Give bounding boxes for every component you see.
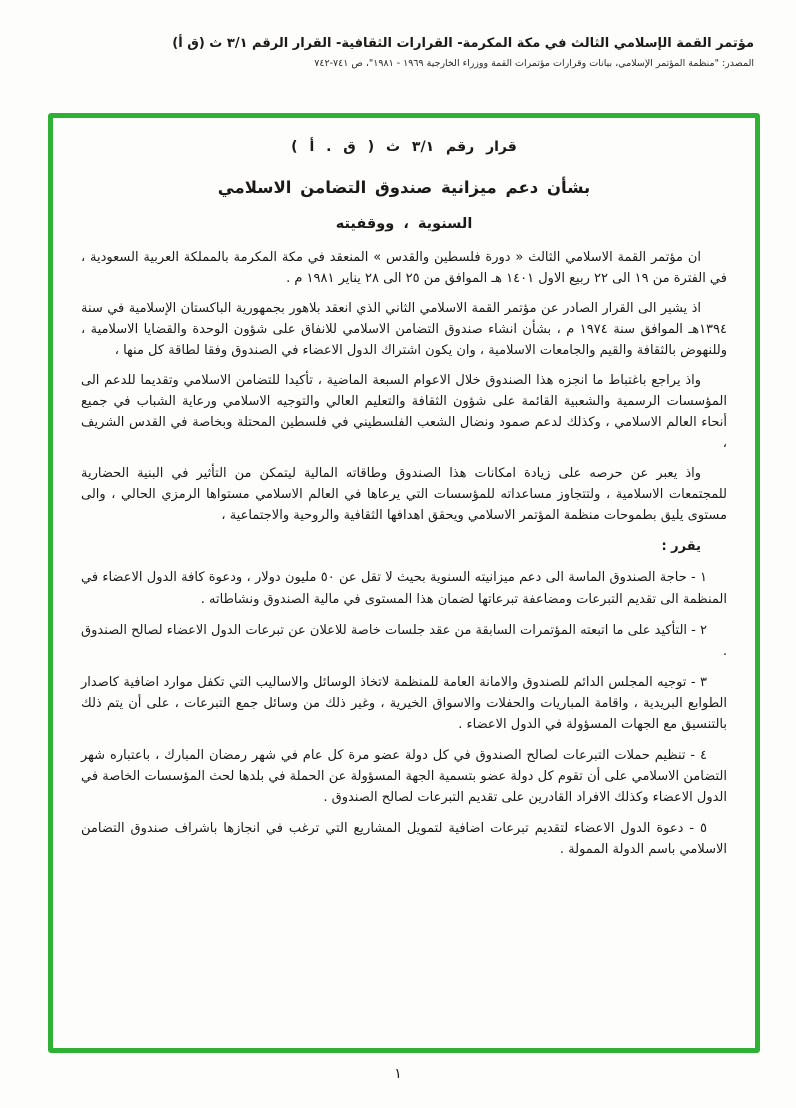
preamble-paragraph-4: واذ يعبر عن حرصه على زيادة امكانات هذا الصندوق وطاقاته المالية ليتمكن من التأثير في البنية الحضارية للمجتمعات الاسلامية ، ولتتجاوز مساعداته للمؤسسات التي يرعاها في العالم الاسلامي مستواها الرمزي الحالي ، والى مستوى يليق بطموحات منظمة المؤتمر الاسلامي ويحقق اهدافها الثقافية والروحية والاجتماعية ، — [81, 466, 727, 524]
document-header — [0, 0, 796, 69]
resolution-subject: بشأن دعم ميزانية صندوق التضامن الاسلامي — [217, 177, 591, 197]
resolution-item-4: ٤ - تنظيم حملات التبرعات لصالح الصندوق في كل دولة عضو مرة كل عام في شهر رمضان المبارك ، باعتباره شهر التضامن الاسلامي على أن تقوم كل دولة عضو بتسمية الجهة المسؤولة عن الحملة في بلدها لحث المؤسسات الخاصة في الدول الاعضاء وكذلك الافراد القادرين على تقديم التبرعات لصالح الصندوق . — [81, 747, 727, 805]
resolution-item-3: ٣ - توجيه المجلس الدائم للصندوق والامانة العامة للمنظمة لاتخاذ الوسائل والاساليب التي تكفل موارد اضافية كاصدار الطوابع البريدية ، واقامة المباريات والحفلات والاسواق الخيرية ، وغير ذلك من وسائل جمع التبرعات ، على أن يتم ذلك بالتنسيق مع الجهات المسؤولة في الدول الاعضاء . — [81, 674, 727, 732]
page-number: ١ — [394, 1066, 402, 1082]
resolution-number-title: قرار رقم ٣/١ ث ( ق . أ ) — [291, 139, 517, 155]
resolution-item-1: ١ - حاجة الصندوق الماسة الى دعم ميزانيته السنوية بحيث لا تقل عن ٥٠ مليون دولار ، ودعوة كافة الدول الاعضاء في المنظمة الى تقديم التبرعات ومضاعفة تبرعاتها لضمان هذا المستوى في مالية الصندوق ونشاطاته . — [81, 570, 727, 607]
resolution-item-5: ٥ - دعوة الدول الاعضاء لتقديم تبرعات اضافية لتمويل المشاريع التي ترغب في انجازها باشراف صندوق التضامن الاسلامي باسم الدولة الممولة . — [81, 820, 727, 857]
resolution-subject-secondary: السنوية ، ووقفيته — [335, 216, 473, 233]
document-green-frame — [48, 113, 760, 1053]
resolution-body — [53, 118, 755, 870]
header-source-line: المصدر: "منظمة المؤتمر الإسلامي، بيانات وقرارات مؤتمرات القمة ووزراء الخارجية ١٩٦٩ - ١٩٨١"، ص ٧٤١-٧٤٢ — [314, 58, 754, 69]
resolution-item-2: ٢ - التأكيد على ما اتبعته المؤتمرات السابقة من عقد جلسات خاصة للاعلان عن تبرعات الدول الاعضاء لصالح الصندوق . — [81, 622, 727, 659]
header-title-line: مؤتمر القمة الإسلامي الثالث في مكة المكرمة- القرارات الثقافية- القرار الرقم ٣/١ ث (ق أ) — [172, 36, 754, 51]
preamble-paragraph-1: ان مؤتمر القمة الاسلامي الثالث « دورة فلسطين والقدس » المنعقد في مكة المكرمة بالمملكة العربية السعودية ، في الفترة من ١٩ الى ٢٢ ربيع الاول ١٤٠١ هـ الموافق من ٢٥ الى ٢٨ يناير ١٩٨١ م . — [81, 249, 727, 286]
preamble-paragraph-2: اذ يشير الى القرار الصادر عن مؤتمر القمة الاسلامي الثاني الذي انعقد بلاهور بجمهورية الباكستان الإسلامية في سنة ١٣٩٤هـ الموافق سنة ١٩٧٤ م ، بشأن انشاء صندوق التضامن الاسلامي للانفاق على شؤون الوحدة والقضايا الاسلامية ، وللنهوض بالثقافة والقيم والجامعات الاسلامية ، وان يكون اشتراك الدول الاعضاء في الصندوق وفقا لطاقة كل منها ، — [81, 300, 727, 359]
preamble-paragraph-3: واذ يراجع باغتباط ما انجزه هذا الصندوق خلال الاعوام السبعة الماضية ، تأكيدا للتضامن الاسلامي وتقديما للدعم الى المؤسسات الرسمية والشعبية القائمة على شؤون الثقافة والتعليم العالي والتوجيه الاسلامي ورعاية الشباب في جميع أنحاء العالم الاسلامي ، وكذلك لدعم صمود ونضال الشعب الفلسطيني في فلسطين المحتلة وبخاصة في القدس الشريف ، — [81, 373, 727, 452]
decision-label: يقرر : — [661, 539, 701, 555]
